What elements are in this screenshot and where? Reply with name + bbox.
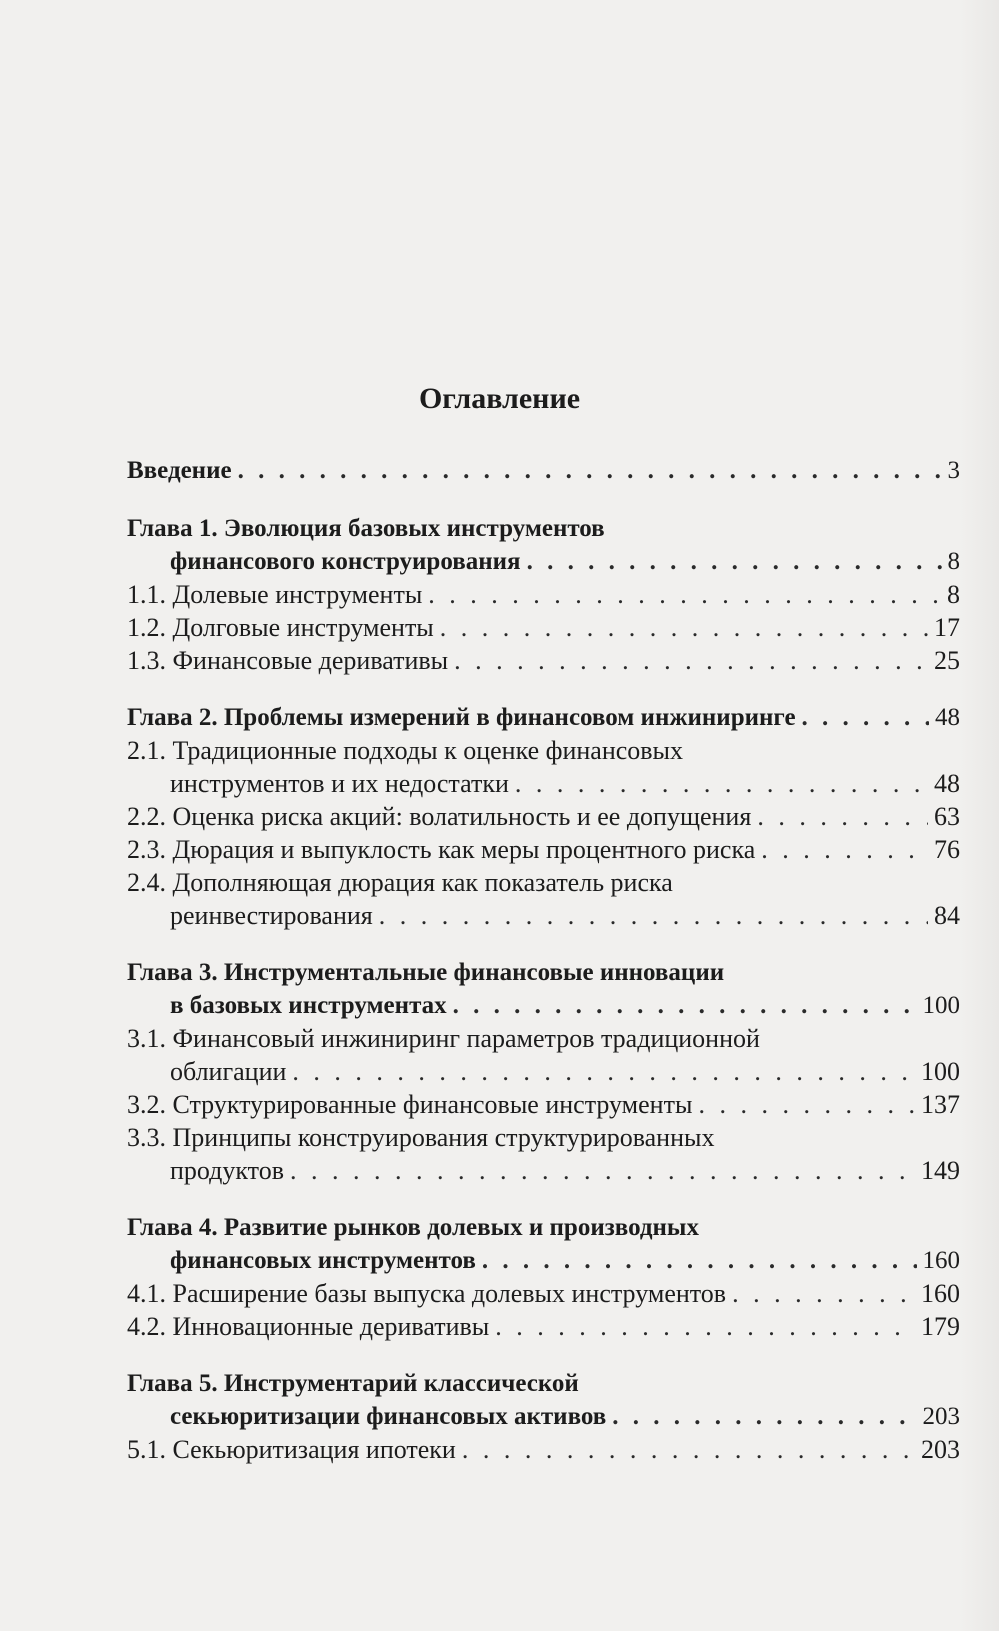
page-edge-shadow <box>959 0 999 1631</box>
toc-section-3-1-line1: 3.1. Финансовый инжиниринг параметров традиционной <box>127 1024 760 1053</box>
toc-chapter-1 <box>170 545 960 579</box>
toc-section-5-1 <box>127 1433 960 1467</box>
toc-page-number: 63 <box>934 802 960 831</box>
toc-entry-label: Глава 2. Проблемы измерений в финансовом инжиниринге <box>127 704 796 731</box>
toc-entry-label: финансового конструирования <box>170 548 521 575</box>
toc-page-number: 203 <box>922 1403 960 1430</box>
toc-page-number: 48 <box>935 704 960 731</box>
leader-dots <box>454 644 928 678</box>
toc-page-number: 100 <box>922 992 960 1019</box>
toc-section-3-1 <box>170 1055 960 1089</box>
toc-section-1-1 <box>127 578 960 612</box>
toc-entry-label: продуктов <box>170 1156 284 1185</box>
toc-entry-label: 2.2. Оценка риска акций: волатильность и ее допущения <box>127 802 752 831</box>
toc-page-number: 3 <box>947 457 960 484</box>
toc-page-number: 8 <box>947 580 960 609</box>
toc-entry-label: 4.1. Расширение базы выпуска долевых инструментов <box>127 1279 727 1308</box>
toc-section-1-2 <box>127 611 960 645</box>
leader-dots <box>802 701 929 735</box>
toc-chapter-5 <box>170 1400 960 1434</box>
toc-entry-label: 5.1. Секьюритизация ипотеки <box>127 1435 456 1464</box>
toc-chapter-5-line1: Глава 5. Инструментарий классической <box>127 1370 579 1397</box>
leader-dots <box>698 1088 915 1122</box>
toc-page-number: 137 <box>921 1090 960 1119</box>
leader-dots <box>527 545 942 579</box>
toc-page-number: 149 <box>921 1156 960 1185</box>
toc-chapter-1-line1: Глава 1. Эволюция базовых инструментов <box>127 515 605 542</box>
toc-entry-label: инструментов и их недостатки <box>170 769 509 798</box>
toc-section-2-3 <box>127 833 960 867</box>
leader-dots <box>440 611 928 645</box>
toc-page-number: 25 <box>934 646 960 675</box>
toc-entry-label: Введение <box>127 457 232 484</box>
toc-section-4-1 <box>127 1277 960 1311</box>
toc-chapter-4-line1: Глава 4. Развитие рынков долевых и производных <box>127 1214 699 1241</box>
toc-section-2-4-line1: 2.4. Дополняющая дюрация как показатель риска <box>127 868 673 897</box>
toc-chapter-4 <box>170 1244 960 1278</box>
leader-dots <box>462 1433 915 1467</box>
toc-entry-label: облигации <box>170 1057 287 1086</box>
toc-page-number: 160 <box>921 1279 960 1308</box>
toc-chapter-2 <box>127 701 960 735</box>
leader-dots <box>761 833 928 867</box>
toc-section-3-2 <box>127 1088 960 1122</box>
leader-dots <box>238 454 942 488</box>
toc-section-2-1-line1: 2.1. Традиционные подходы к оценке финансовых <box>127 736 684 765</box>
toc-page-number: 8 <box>947 548 960 575</box>
toc-section-4-2 <box>127 1310 960 1344</box>
leader-dots <box>757 800 928 834</box>
toc-page-number: 76 <box>934 835 960 864</box>
toc-chapter-3-line1: Глава 3. Инструментальные финансовые инновации <box>127 959 725 986</box>
toc-page-number: 203 <box>921 1435 960 1464</box>
toc-page-number: 179 <box>921 1312 960 1341</box>
leader-dots <box>515 767 928 801</box>
toc-section-2-1 <box>170 767 960 801</box>
toc-entry-label: финансовых инструментов <box>170 1247 476 1274</box>
toc-entry-label: 1.3. Финансовые деривативы <box>127 646 449 675</box>
leader-dots <box>495 1310 915 1344</box>
toc-entry-label: 3.2. Структурированные финансовые инструменты <box>127 1090 693 1119</box>
toc-entry-label: секьюритизации финансовых активов <box>170 1403 607 1430</box>
toc-chapter-3 <box>170 989 960 1023</box>
toc-entry-label: в базовых инструментах <box>170 992 447 1019</box>
leader-dots <box>612 1400 916 1434</box>
toc-page-number: 84 <box>934 901 960 930</box>
toc-section-3-3 <box>170 1154 960 1188</box>
toc-title: Оглавление <box>418 382 581 415</box>
toc-page-number: 48 <box>934 769 960 798</box>
leader-dots <box>453 989 917 1023</box>
toc-entry-label: реинвестирования <box>170 901 373 930</box>
toc-page-number: 17 <box>934 613 960 642</box>
toc-page-number: 100 <box>921 1057 960 1086</box>
toc-entry-label: 1.2. Долговые инструменты <box>127 613 434 642</box>
toc-section-2-4 <box>170 899 960 933</box>
leader-dots <box>482 1244 917 1278</box>
toc-section-1-3 <box>127 644 960 678</box>
toc-entry-label: 1.1. Долевые инструменты <box>127 580 423 609</box>
leader-dots <box>732 1277 915 1311</box>
toc-section-3-3-line1: 3.3. Принципы конструирования структурированных <box>127 1123 715 1152</box>
leader-dots <box>292 1055 915 1089</box>
leader-dots <box>428 578 941 612</box>
leader-dots <box>290 1154 915 1188</box>
toc-section-2-2 <box>127 800 960 834</box>
toc-entry-label: 2.3. Дюрация и выпуклость как меры процентного риска <box>127 835 756 864</box>
toc-page-number: 160 <box>922 1247 960 1274</box>
toc-entry-intro <box>127 454 960 488</box>
toc-entry-label: 4.2. Инновационные деривативы <box>127 1312 490 1341</box>
leader-dots <box>379 899 928 933</box>
